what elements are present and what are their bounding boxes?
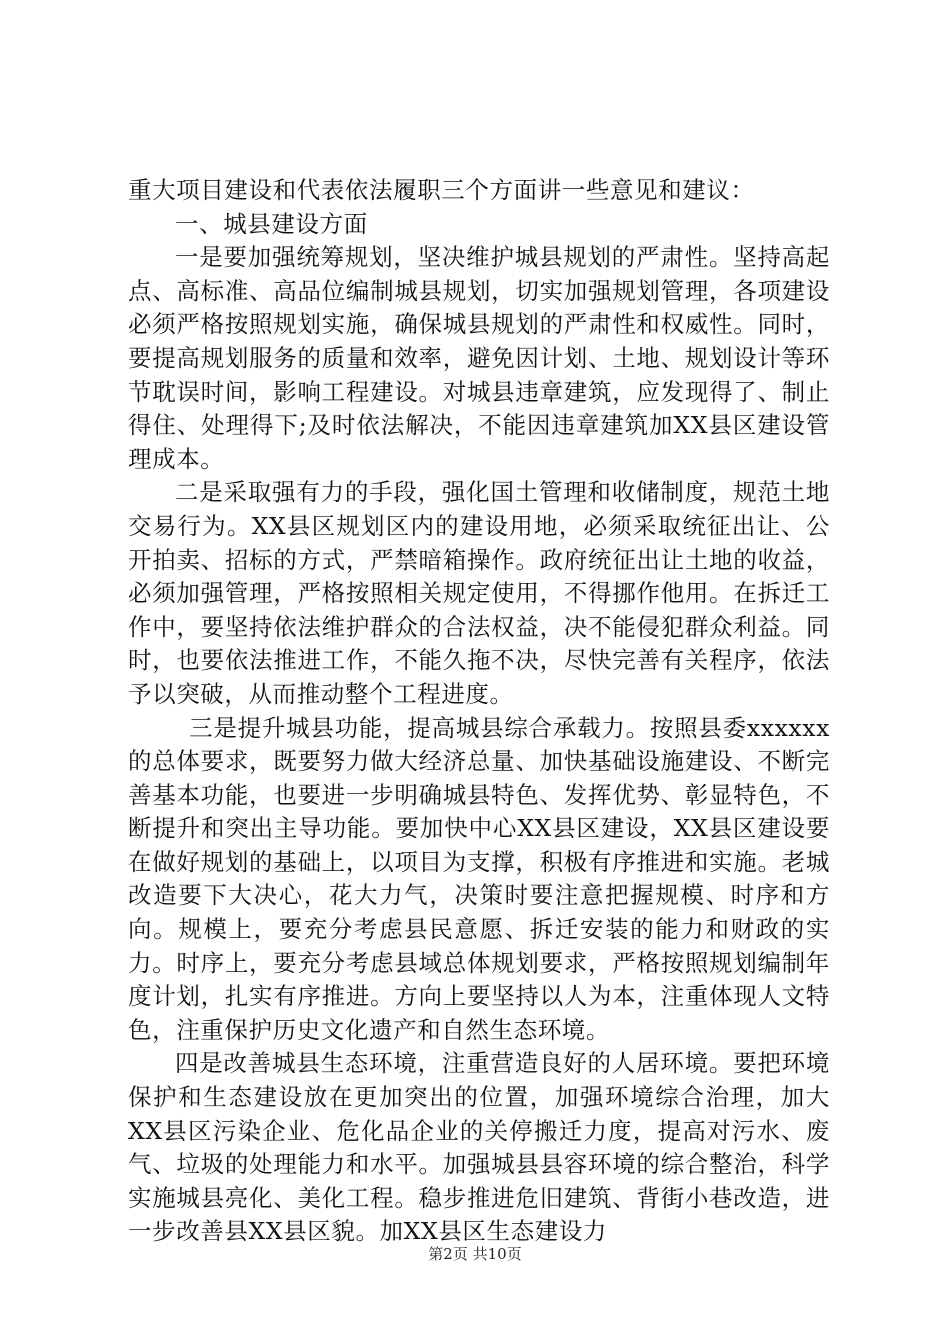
section-heading: 一、城县建设方面 [175, 209, 368, 238]
page-footer [0, 1243, 950, 1264]
paragraph-2: 二是采取强有力的手段，强化国土管理和收储制度，规范土地交易行为。XX县区规划区内的建设用地，必须采取统征出让、公开拍卖、招标的方式，严禁暗箱操作。政府统征出让土地的收益，必须加强管理，严格按照相关规定使用，不得挪作他用。在拆迁工作中，要坚持依法维护群众的合法权益，决不能侵犯群众利益。同时，也要依法推进工作，不能久拖不决，尽快完善有关程序，依法予以突破，从而推动整个工程进度。 [128, 478, 830, 708]
page-number-label: 第2页 共10页 [428, 1245, 522, 1263]
document-body [128, 174, 830, 1249]
paragraph-intro: 重大项目建设和代表依法履职三个方面讲一些意见和建议： [128, 176, 755, 204]
paragraph-1: 一是要加强统筹规划，坚决维护城县规划的严肃性。坚持高起点、高标准、高品位编制城县规划，切实加强规划管理，各项建设必须严格按照规划实施，确保城县规划的严肃性和权威性。同时，要提高规划服务的质量和效率，避免因计划、土地、规划设计等环节耽误时间，影响工程建设。对城县违章建筑，应发现得了、制止得住、处理得下;及时依法解决，不能因违章建筑加XX县区建设管理成本。 [128, 243, 830, 473]
paragraph-4: 四是改善城县生态环境，注重营造良好的人居环境。要把环境保护和生态建设放在更加突出的位置，加强环境综合治理，加大XX县区污染企业、危化品企业的关停搬迁力度，提高对污水、废气、垃圾的处理能力和水平。加强城县县容环境的综合整治，科学实施城县亮化、美化工程。稳步推进危旧建筑、背街小巷改造，进一步改善县XX县区貌。加XX县区生态建设力 [128, 1049, 830, 1246]
paragraph-3: 三是提升城县功能，提高城县综合承载力。按照县委xxxxxx的总体要求，既要努力做大经济总量、加快基础设施建设、不断完善基本功能，也要进一步明确城县特色、发挥优势、彰显特色，不断提升和突出主导功能。要加快中心XX县区建设，XX县区建设要在做好规划的基础上，以项目为支撑，积极有序推进和实施。老城改造要下大决心，花大力气，决策时要注意把握规模、时序和方向。规模上，要充分考虑县民意愿、拆迁安装的能力和财政的实力。时序上，要充分考虑县域总体规划要求，严格按照规划编制年度计划，扎实有序推进。方向上要坚持以人为本，注重体现人文特色，注重保护历史文化遗产和自然生态环境。 [128, 713, 830, 1044]
